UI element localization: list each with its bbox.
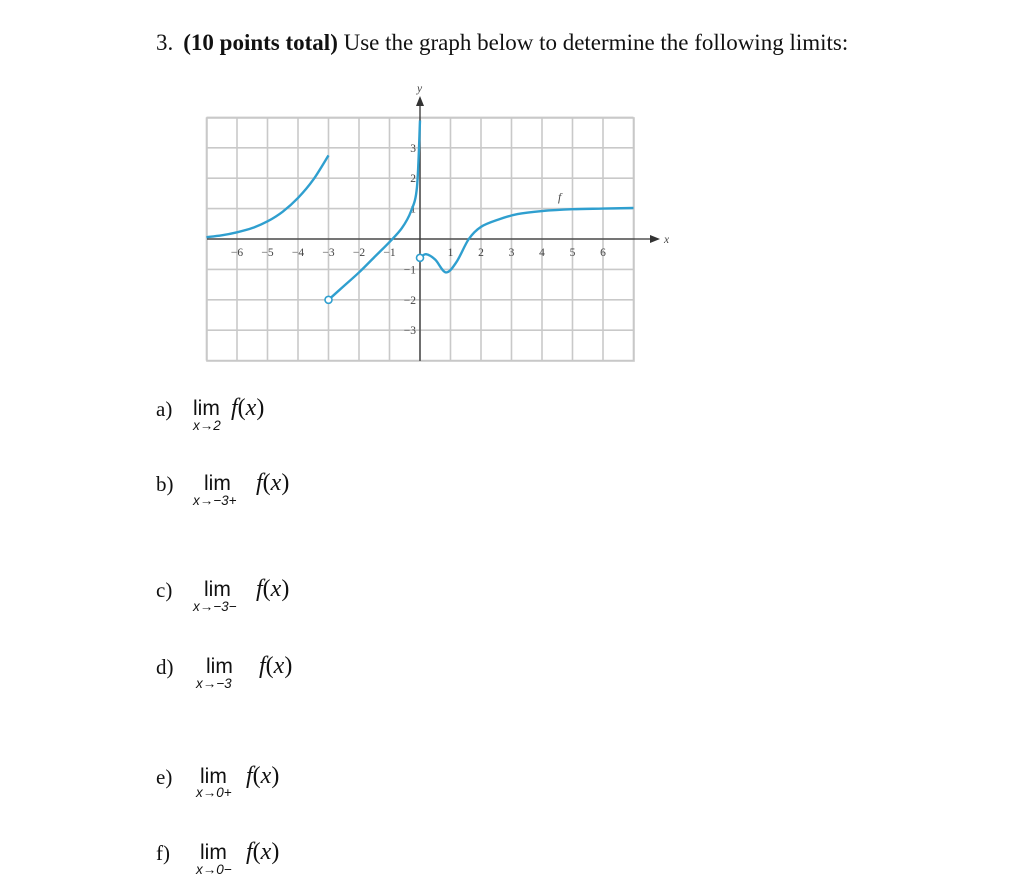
problem-label: c) <box>156 578 173 602</box>
problem-label: f) <box>156 841 170 865</box>
x-axis-label: x <box>664 234 670 246</box>
question-number: 3. <box>156 30 174 55</box>
function-graph <box>190 80 690 380</box>
problem-label: b) <box>156 472 174 496</box>
y-tick-label: −2 <box>403 294 416 307</box>
x-tick-label: 1 <box>447 247 454 259</box>
y-tick-label: −3 <box>403 325 416 338</box>
y-tick-label: 1 <box>410 203 416 216</box>
open-circle <box>417 254 424 261</box>
y-tick-label: −1 <box>403 264 416 277</box>
lim-subscript: x→−3− <box>193 599 237 614</box>
function-expression: f(x) <box>256 470 290 496</box>
x-tick-label: 2 <box>478 247 484 259</box>
problem-label: a) <box>156 397 173 421</box>
x-ticks-negative <box>231 247 396 259</box>
lim-operator: lim <box>193 397 220 420</box>
x-tick-label: −2 <box>352 247 366 259</box>
y-ticks <box>404 143 417 337</box>
curve-label: f <box>558 192 562 204</box>
x-tick-label: 4 <box>539 247 545 259</box>
x-tick-label: −4 <box>291 247 305 259</box>
problem-label: e) <box>156 765 173 789</box>
function-expression: f(x) <box>231 395 265 421</box>
x-axis-arrow <box>650 235 660 243</box>
problem-label: d) <box>156 655 174 679</box>
x-tick-label: −3 <box>322 247 335 259</box>
lim-operator: lim <box>204 578 231 601</box>
function-expression: f(x) <box>246 839 280 865</box>
lim-operator: lim <box>204 472 231 495</box>
lim-subscript: x→−3+ <box>193 493 237 508</box>
question-prompt: Use the graph below to determine the following limits: <box>343 30 849 55</box>
x-tick-label: −5 <box>261 247 274 259</box>
x-tick-label: 5 <box>569 247 576 259</box>
x-tick-label: −1 <box>383 247 396 259</box>
open-circle <box>325 296 332 303</box>
x-tick-label: −6 <box>230 247 244 259</box>
x-tick-label: 6 <box>600 247 606 259</box>
lim-subscript: x→−3 <box>196 676 232 691</box>
lim-operator: lim <box>200 765 227 788</box>
function-expression: f(x) <box>256 576 290 602</box>
x-ticks-positive <box>448 247 607 259</box>
lim-subscript: x→0− <box>196 862 232 877</box>
y-tick-label: 2 <box>410 173 416 186</box>
lim-subscript: x→0+ <box>196 785 232 800</box>
lim-subscript: x→2 <box>193 418 221 433</box>
y-axis-arrow <box>416 96 424 106</box>
function-expression: f(x) <box>246 763 280 789</box>
y-axis-label: y <box>417 83 423 95</box>
y-tick-label: 3 <box>410 142 416 155</box>
right-branch <box>420 208 634 272</box>
function-expression: f(x) <box>259 653 293 679</box>
question-heading <box>156 30 848 56</box>
lim-operator: lim <box>206 655 233 678</box>
lim-operator: lim <box>200 841 227 864</box>
question-points: (10 points total) <box>183 30 338 55</box>
x-tick-label: 3 <box>508 247 515 259</box>
